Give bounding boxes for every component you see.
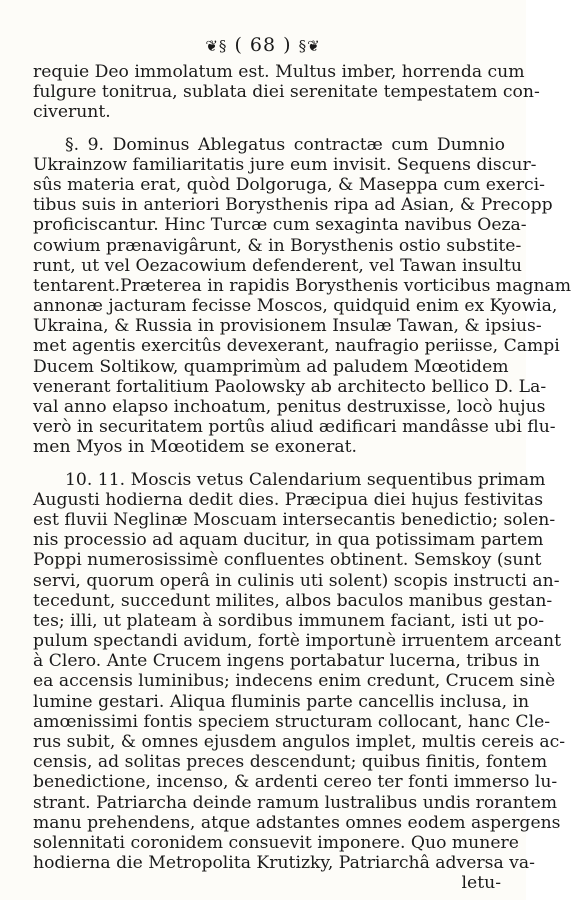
page-header: [0, 34, 526, 57]
ornament-right: §❦: [298, 37, 321, 55]
text-line: est fluvii Neglinæ Moscuam intersecantis benedictio; solen-: [33, 509, 556, 530]
text-line: fulgure tonitrua, sublata diei serenitate tempestatem con-: [33, 82, 540, 103]
text-line: Ukraina, & Russia in provisionem Insulæ Tawan, & ipsius-: [33, 316, 542, 337]
text-line: tes; illi, ut plateam à sordibus immunem faciant, isti ut po-: [33, 610, 545, 631]
text-line: lumine gestari. Aliqua fluminis parte cancellis inclusa, in: [33, 691, 530, 712]
text-line: men Myos in Mœotidem se exonerat.: [33, 437, 357, 458]
catchword: letu-: [461, 873, 501, 894]
text-line: 10. 11. Moscis vetus Calendarium sequentibus primam: [65, 469, 546, 490]
text-line: strant. Patriarcha deinde ramum lustralibus undis rorantem: [33, 792, 558, 813]
text-line: Poppi numerosissimè confluentes obtinent. Semskoy (sunt: [33, 550, 542, 571]
text-line: requie Deo immolatum est. Multus imber, horrenda cum: [33, 62, 525, 82]
text-line: venerant fortalitium Paolowsky ab architecto bellico D. La-: [33, 376, 547, 397]
text-line: benedictione, incenso, & ardenti cereo ter fonti immerso lu-: [33, 772, 558, 793]
paragraph: [33, 134, 571, 458]
text-line: met agentis exercitûs devexerant, naufragio periisse, Campi: [33, 336, 560, 357]
text-line: ea accensis luminibus; indecens enim credunt, Crucem sinè: [33, 671, 556, 692]
text-line: verò in securitatem portûs aliud ædificari mandâsse ubi flu-: [33, 417, 556, 438]
text-line: Ducem Soltikow, quamprimùm ad paludem Mœotidem: [33, 356, 509, 377]
text-line: amœnissimi fontis speciem structuram collocant, hanc Cle-: [33, 711, 551, 732]
text-line: runt, ut vel Oezacowium defenderent, vel Tawan insultu: [33, 255, 522, 276]
text-line: tentarent.Præterea in rapidis Borysthenis vorticibus magnam: [33, 275, 571, 296]
page-number: ( 68 ): [234, 34, 292, 56]
text-line: nis processio ad aquam ducitur, in qua potissimam partem: [33, 530, 544, 551]
ornament-left: ❦§: [205, 37, 228, 55]
text-line: tibus suis in anteriori Borysthenis ripa ad Asian, & Precopp: [33, 195, 553, 216]
body-text: [33, 62, 571, 894]
text-line: rus subit, & omnes ejusdem angulos implet, multis cereis ac-: [33, 732, 566, 752]
text-line: sûs materia erat, quòd Dolgoruga, & Maseppa cum exerci-: [33, 174, 545, 195]
text-line: civerunt.: [33, 102, 111, 123]
text-line: proficiscantur. Hinc Turcæ cum sexaginta navibus Oeza-: [33, 215, 527, 236]
text-line: Ukrainzow familiaritatis jure eum invisit. Sequens discur-: [33, 154, 537, 175]
text-line: à Clero. Ante Crucem ingens portabatur lucerna, tribus in: [33, 651, 540, 672]
text-line: Augusti hodierna dedit dies. Præcipua diei hujus festivitas: [33, 489, 544, 510]
text-line: censis, ad solitas preces descendunt; quibus finitis, fontem: [33, 752, 548, 773]
text-line: hodierna die Metropolita Krutizky, Patriarchâ adversa va-: [33, 853, 535, 874]
text-line: solennitati coronidem consuevit imponere. Quo munere: [33, 832, 519, 853]
text-line: pulum spectandi avidum, fortè importunè irruentem arceant: [33, 631, 562, 652]
text-line: cowium prænavigârunt, & in Borysthenis ostio substite-: [33, 235, 522, 256]
text-line: tecedunt, succedunt milites, albos baculos manibus gestan-: [33, 590, 553, 611]
paragraph: [33, 62, 540, 123]
text-line: val anno elapso inchoatum, penitus destruxisse, locò hujus: [33, 397, 546, 417]
paragraph: [33, 469, 566, 874]
text-line: annonæ jacturam fecisse Moscos, quidquid enim ex Kyowia,: [33, 296, 558, 317]
text-line: §. 9. Dominus Ablegatus contractæ cum Dumnio: [65, 134, 505, 155]
text-line: manu prehendens, atque adstantes omnes eodem aspergens: [33, 812, 561, 833]
text-line: servi, quorum operâ in culinis uti solent) scopis instructi an-: [33, 570, 560, 591]
